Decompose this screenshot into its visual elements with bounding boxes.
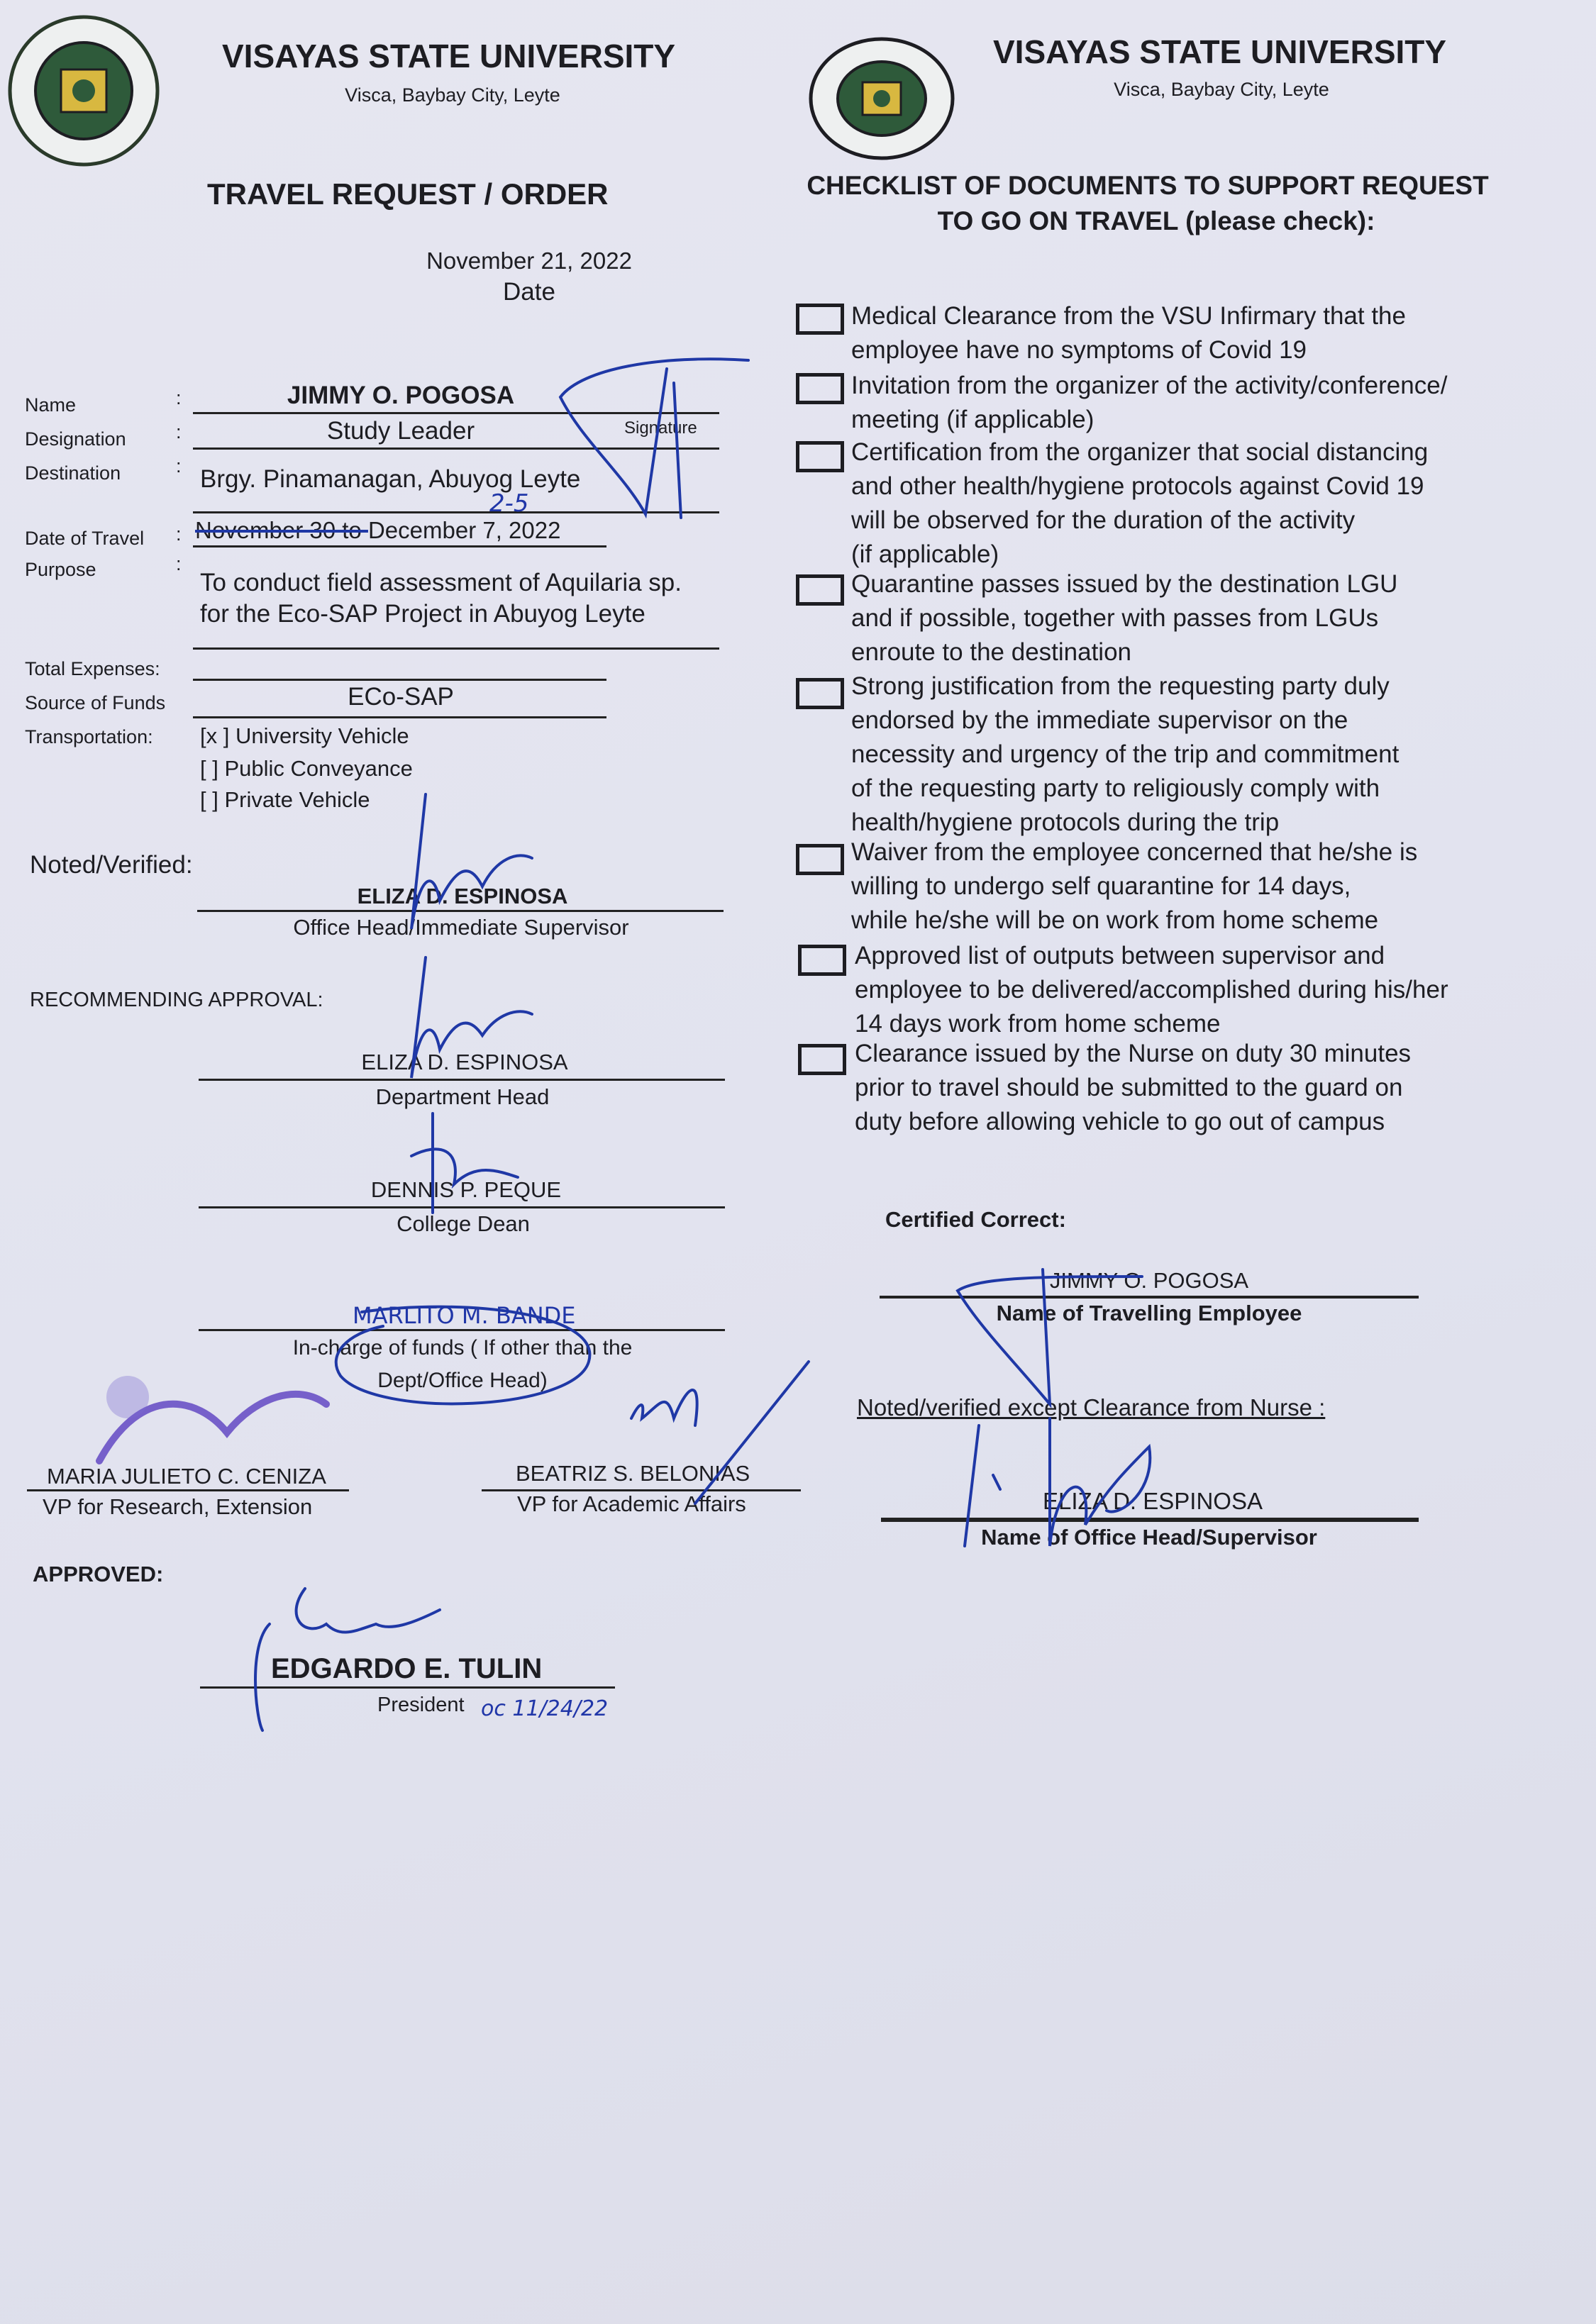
designation-label: Designation — [25, 428, 126, 450]
noted-title: Office Head/Immediate Supervisor — [293, 915, 629, 940]
date-value: December 7, 2022 — [367, 517, 561, 543]
purpose-label: Purpose — [25, 559, 96, 580]
vp-academic-name: BEATRIZ S. BELONIAS — [516, 1461, 750, 1486]
transport-option-university-vehicle[interactable]: [x ] University Vehicle — [200, 723, 409, 748]
vp-research-title: VP for Research, Extension — [43, 1494, 313, 1519]
noted-name: ELIZA D. ESPINOSA — [357, 884, 568, 908]
colon: : — [176, 421, 182, 443]
checklist-checkbox-3[interactable] — [796, 441, 844, 472]
employee-signature — [553, 355, 752, 518]
university-seal-right — [807, 37, 956, 161]
checklist-checkbox-2[interactable] — [796, 373, 844, 404]
recommending-approval-label: RECOMMENDING APPROVAL: — [30, 989, 323, 1011]
colon: : — [176, 455, 182, 477]
name-value: JIMMY O. POGOSA — [287, 382, 515, 409]
checklist-checkbox-8[interactable] — [798, 1044, 846, 1075]
transport-option-private-vehicle[interactable]: [ ] Private Vehicle — [200, 787, 370, 812]
president-title: President — [377, 1694, 465, 1716]
vp-research-name: MARIA JULIETO C. CENIZA — [47, 1464, 326, 1489]
checklist-item-6: Waiver from the employee concerned that he/she is willing to undergo self quarantine for 14 days, while he/she will be on work from home scheme — [851, 838, 1418, 934]
dean-signature — [397, 1106, 539, 1220]
purpose-line-2: for the Eco-SAP Project in Abuyog Leyte — [200, 600, 645, 628]
president-name: EDGARDO E. TULIN — [271, 1653, 543, 1684]
college-dean-title: College Dean — [397, 1211, 530, 1236]
checklist-checkbox-6[interactable] — [796, 844, 844, 875]
president-signature — [213, 1574, 468, 1738]
university-name-right: VISAYAS STATE UNIVERSITY — [993, 33, 1447, 70]
checklist-title-1: CHECKLIST OF DOCUMENTS TO SUPPORT REQUEST — [807, 171, 1489, 200]
transportation-label: Transportation: — [25, 726, 153, 747]
department-head-title: Department Head — [375, 1084, 550, 1109]
vp-academic-signature — [617, 1362, 816, 1518]
college-dean-name: DENNIS P. PEQUE — [370, 1177, 562, 1202]
office-head-title: Name of Office Head/Supervisor — [981, 1525, 1317, 1550]
department-head-name: ELIZA D. ESPINOSA — [361, 1050, 568, 1074]
university-address-right: Visca, Baybay City, Leyte — [1114, 79, 1329, 100]
checklist-item-5: Strong justification from the requesting party duly endorsed by the immediate supervisor on the necessity and urgency of the trip and commitment of the requesting party to religiously comply with health/hygiene protocols during the trip — [851, 672, 1400, 836]
funds-incharge-name: MARLITO M. BANDE — [353, 1302, 576, 1329]
date-label: Date — [503, 278, 555, 306]
traveling-employee-title: Name of Travelling Employee — [996, 1301, 1302, 1325]
checklist-item-3: Certification from the organizer that social distancing and other health/hygiene protocols against Covid 19 will be observed for the duration of the activity (if applicable) — [851, 438, 1429, 568]
purpose-line-1: To conduct field assessment of Aquilaria sp. — [200, 569, 682, 596]
vp-academic-title: VP for Academic Affairs — [517, 1491, 746, 1516]
request-date: November 21, 2022 — [426, 248, 632, 274]
funds-incharge-circle — [319, 1284, 617, 1425]
date-of-travel-label: Date of Travel — [25, 528, 145, 549]
noted-verified-label: Noted/Verified: — [30, 851, 193, 879]
university-address-left: Visca, Baybay City, Leyte — [345, 84, 560, 106]
supervisor-signature-1 — [397, 787, 539, 943]
supervisor-signature-2 — [397, 957, 539, 1085]
checklist-item-8: Clearance issued by the Nurse on duty 30 minutes prior to travel should be submitted to the guard on duty before allowing vehicle to go out of campus — [855, 1040, 1412, 1135]
colon: : — [176, 553, 182, 574]
vp-research-stamp-signature — [85, 1355, 340, 1482]
signature-label: Signature — [624, 418, 697, 438]
funds-incharge-title-2: Dept/Office Head) — [377, 1369, 548, 1392]
university-name-left: VISAYAS STATE UNIVERSITY — [222, 38, 676, 74]
office-head-name: ELIZA D. ESPINOSA — [1043, 1488, 1263, 1514]
date-handwritten-correction: 2-5 — [489, 489, 529, 518]
transport-option-public-conveyance[interactable]: [ ] Public Conveyance — [200, 756, 413, 781]
checklist-item-7: Approved list of outputs between supervisor and employee to be delivered/accomplished during his/her 14 days work from home scheme — [855, 942, 1448, 1038]
colon: : — [176, 523, 182, 545]
certified-correct-label: Certified Correct: — [885, 1207, 1066, 1232]
destination-label: Destination — [25, 462, 121, 484]
checklist-checkbox-1[interactable] — [796, 304, 844, 335]
noted-except-nurse-label: Noted/verified except Clearance from Nurse : — [857, 1394, 1326, 1420]
approval-date-handwritten: oc 11/24/22 — [481, 1696, 609, 1721]
approved-label: APPROVED: — [33, 1562, 164, 1586]
checklist-title-2: TO GO ON TRAVEL (please check): — [937, 206, 1375, 235]
checklist-checkbox-4[interactable] — [796, 574, 844, 606]
source-of-funds-value: ECo-SAP — [348, 683, 454, 711]
funds-incharge-title-1: In-charge of funds ( If other than the — [292, 1336, 633, 1360]
checklist-item-2: Invitation from the organizer of the activity/conference/ meeting (if applicable) — [851, 372, 1448, 433]
checklist-item-4: Quarantine passes issued by the destination LGU and if possible, together with passes from LGUs enroute to the destination — [851, 570, 1398, 666]
checklist-item-1: Medical Clearance from the VSU Infirmary that the employee have no symptoms of Covid 19 — [851, 302, 1406, 364]
total-expenses-label: Total Expenses: — [25, 658, 160, 679]
date-struck-out: November 30 to — [195, 517, 368, 543]
checklist-checkbox-5[interactable] — [796, 678, 844, 709]
office-head-signature — [951, 1383, 1206, 1553]
name-label: Name — [25, 394, 77, 416]
date-of-travel-value — [195, 518, 560, 542]
checklist-checkbox-7[interactable] — [798, 945, 846, 976]
source-of-funds-label: Source of Funds — [25, 692, 166, 713]
designation-value: Study Leader — [326, 417, 475, 445]
form-title: TRAVEL REQUEST / ORDER — [207, 177, 609, 211]
traveling-employee-name: JIMMY O. POGOSA — [1049, 1268, 1249, 1293]
destination-value: Brgy. Pinamanagan, Abuyog Leyte — [200, 465, 581, 493]
colon: : — [176, 387, 182, 408]
university-seal-left — [6, 13, 162, 169]
